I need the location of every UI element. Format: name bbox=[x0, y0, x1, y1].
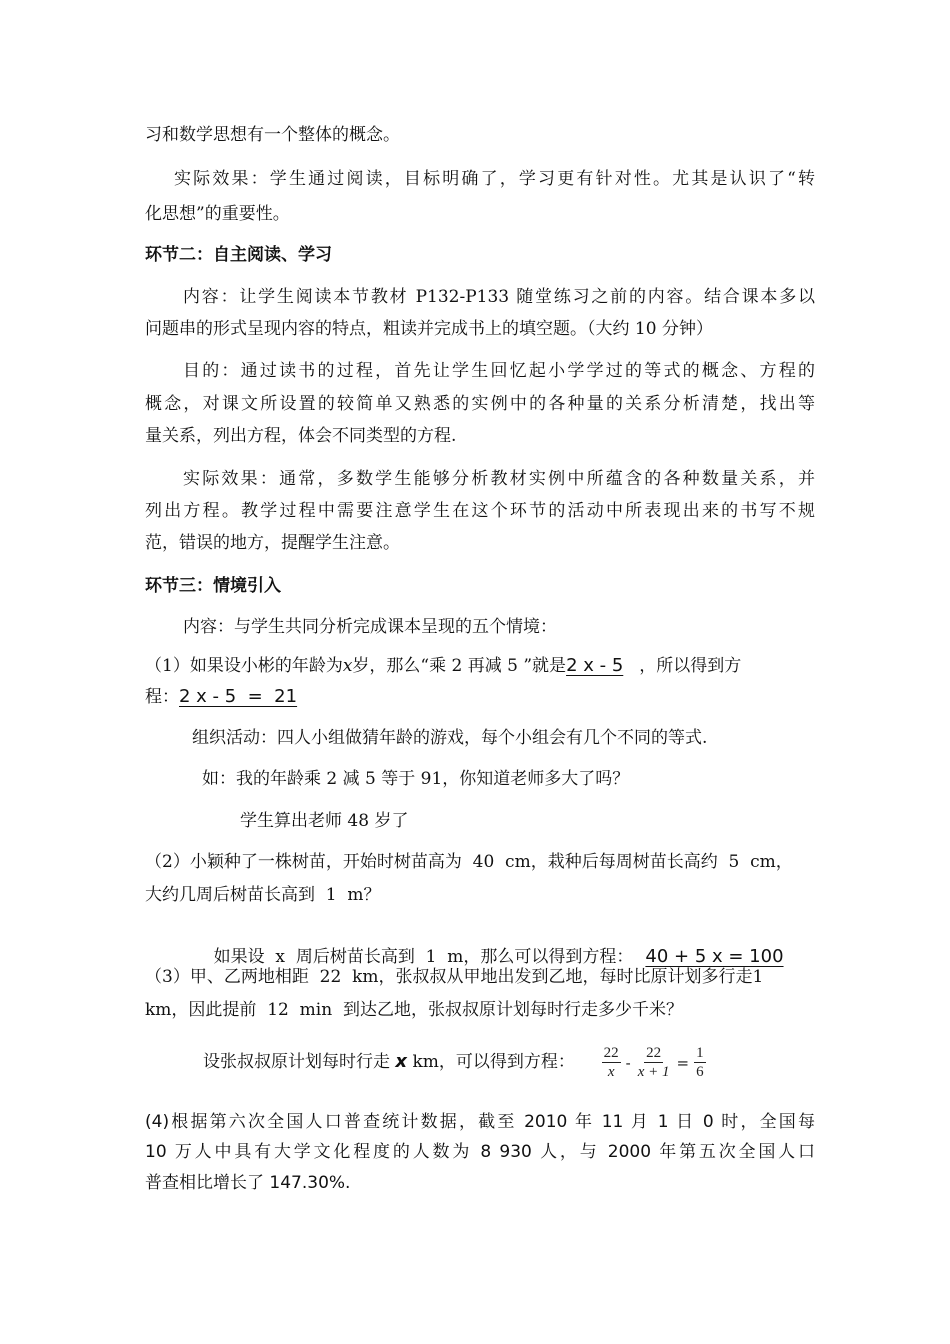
paragraph-line: 问题串的形式呈现内容的特点，粗读并完成书上的填空题。（大约 10 分钟） bbox=[145, 319, 713, 339]
paragraph-line: 内容：让学生阅读本节教材 P132-P133 随堂练习之前的内容。结合课本多以 bbox=[183, 287, 815, 307]
problem-4-line: 10 万人中具有大学文化程度的人数为 8 930 人，与 2000 年第五次全国人口 bbox=[145, 1142, 815, 1162]
equation-blank: 2 x - 5 bbox=[566, 655, 624, 676]
paragraph-line: 量关系，列出方程，体会不同类型的方程. bbox=[145, 426, 457, 446]
equals-sign: = bbox=[676, 1053, 690, 1072]
problem-3-equation-line bbox=[203, 1042, 873, 1083]
variable-x: x bbox=[342, 656, 353, 676]
denominator: 6 bbox=[696, 1064, 704, 1080]
paragraph-line: 习和数学思想有一个整体的概念。 bbox=[145, 125, 400, 145]
text: 岁，那么“乘 2 再减 5 ”就是 bbox=[352, 656, 567, 676]
equation-answer: 40 + 5 x = 100 bbox=[645, 946, 784, 967]
problem-1-line bbox=[145, 655, 815, 677]
denominator: x bbox=[607, 1064, 615, 1080]
text: 程： bbox=[145, 687, 179, 707]
paragraph-line: 学生算出老师 48 岁了 bbox=[240, 811, 409, 831]
text: （1）如果设小彬的年龄为 bbox=[145, 656, 343, 676]
fraction-22-over-x-plus-1 bbox=[636, 1044, 672, 1081]
text: ，所以得到方 bbox=[639, 656, 742, 676]
paragraph-line: 列出方程。教学过程中需要注意学生在这个环节的活动中所表现出来的书写不规 bbox=[145, 501, 815, 521]
minus-sign: - bbox=[625, 1053, 631, 1072]
numerator: 1 bbox=[696, 1045, 704, 1061]
problem-3-line: km，因此提前 12 min 到达乙地，张叔叔原计划每时行走多少千米？ bbox=[145, 1000, 683, 1020]
paragraph-line: 内容：与学生共同分析完成课本呈现的五个情境： bbox=[183, 617, 557, 637]
paragraph-line: 概念，对课文所设置的较简单又熟悉的实例中的各种量的关系分析清楚，找出等 bbox=[145, 394, 815, 414]
paragraph-line: 范，错误的地方，提醒学生注意。 bbox=[145, 533, 400, 553]
equation-answer: 2 x - 5 = 21 bbox=[179, 686, 298, 707]
denominator: x + 1 bbox=[637, 1064, 670, 1080]
fraction-1-over-6 bbox=[694, 1044, 706, 1081]
problem-3-line: （3）甲、乙两地相距 22 km，张叔叔从甲地出发到乙地，每时比原计划多行走1 bbox=[145, 967, 764, 987]
problem-4-line: (4)根据第六次全国人口普查统计数据，截至 2010 年 11 月 1 日 0 时，全国每 bbox=[145, 1112, 815, 1132]
text: km，可以得到方程： bbox=[412, 1052, 575, 1072]
variable-x: x bbox=[395, 1051, 408, 1072]
paragraph-line: 实际效果：学生通过阅读，目标明确了，学习更有针对性。尤其是认识了“转 bbox=[174, 169, 815, 189]
numerator: 22 bbox=[646, 1045, 662, 1061]
paragraph-line: 如：我的年龄乘 2 减 5 等于 91，你知道老师多大了吗？ bbox=[202, 769, 630, 789]
section-heading: 环节二：自主阅读、学习 bbox=[145, 245, 332, 265]
problem-2-line: 大约几周后树苗长高到 1 m？ bbox=[145, 885, 381, 905]
section-heading: 环节三：情境引入 bbox=[145, 576, 281, 596]
problem-4-line: 普查相比增长了 147.30%. bbox=[145, 1173, 351, 1193]
paragraph-line: 目的：通过读书的过程，首先让学生回忆起小学学过的等式的概念、方程的 bbox=[183, 361, 815, 381]
fraction-22-over-x bbox=[602, 1044, 621, 1081]
problem-1-line bbox=[145, 686, 815, 708]
paragraph-line: 组织活动：四人小组做猜年龄的游戏，每个小组会有几个不同的等式. bbox=[192, 728, 708, 748]
problem-2-line: （2）小颖种了一株树苗，开始时树苗高为 40 cm，栽种后每周树苗长高约 5 cm， bbox=[145, 852, 793, 872]
text: 如果设 x 周后树苗长高到 1 m，那么可以得到方程： bbox=[213, 947, 634, 967]
numerator: 22 bbox=[603, 1045, 619, 1061]
paragraph-line: 化思想”的重要性。 bbox=[145, 204, 290, 224]
paragraph-line: 实际效果：通常，多数学生能够分析教材实例中所蕴含的各种数量关系，并 bbox=[183, 469, 815, 489]
text: 设张叔叔原计划每时行走 bbox=[203, 1052, 390, 1072]
